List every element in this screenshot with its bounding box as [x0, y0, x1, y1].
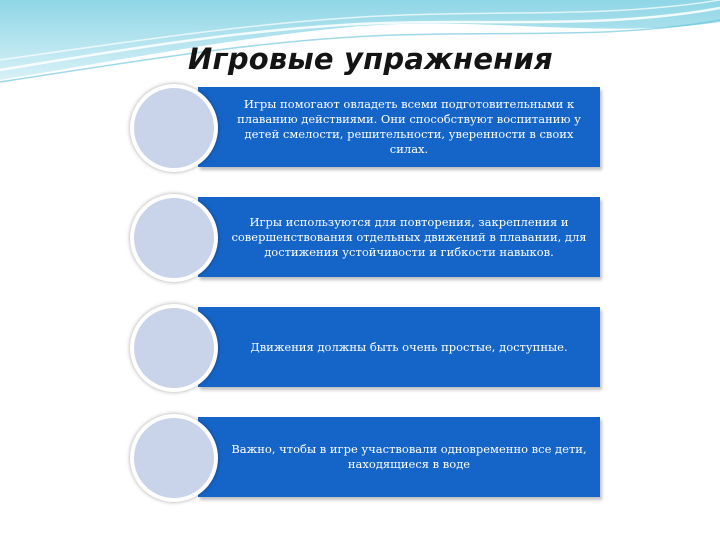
item-text: Игры используются для повторения, закрепления и совершенствования отдельных движений в плавании, для достижения устойчивости и гибкости навыков.: [231, 214, 587, 259]
text-box: [198, 417, 600, 497]
bullet-circle: [130, 194, 218, 282]
bullet-circle: [130, 84, 218, 172]
list-item: [118, 414, 608, 524]
item-text: Важно, чтобы в игре участвовали одновременно все дети, находящиеся в воде: [231, 442, 587, 471]
bullet-circle: [130, 304, 218, 392]
text-box: [198, 197, 600, 277]
list-item: [118, 84, 608, 194]
slide-title: Игровые упражнения: [188, 42, 553, 76]
item-text: Игры помогают овладеть всеми подготовительными к плаванию действиями. Они способствуют воспитанию у детей смелости, решительности, уверенности в своих силах.: [237, 97, 581, 156]
list-item: [118, 194, 608, 304]
bullet-circle: [130, 414, 218, 502]
text-box: [198, 87, 600, 167]
text-box: [198, 307, 600, 387]
list-item: [118, 304, 608, 414]
item-text: Движения должны быть очень простые, доступные.: [250, 339, 568, 354]
